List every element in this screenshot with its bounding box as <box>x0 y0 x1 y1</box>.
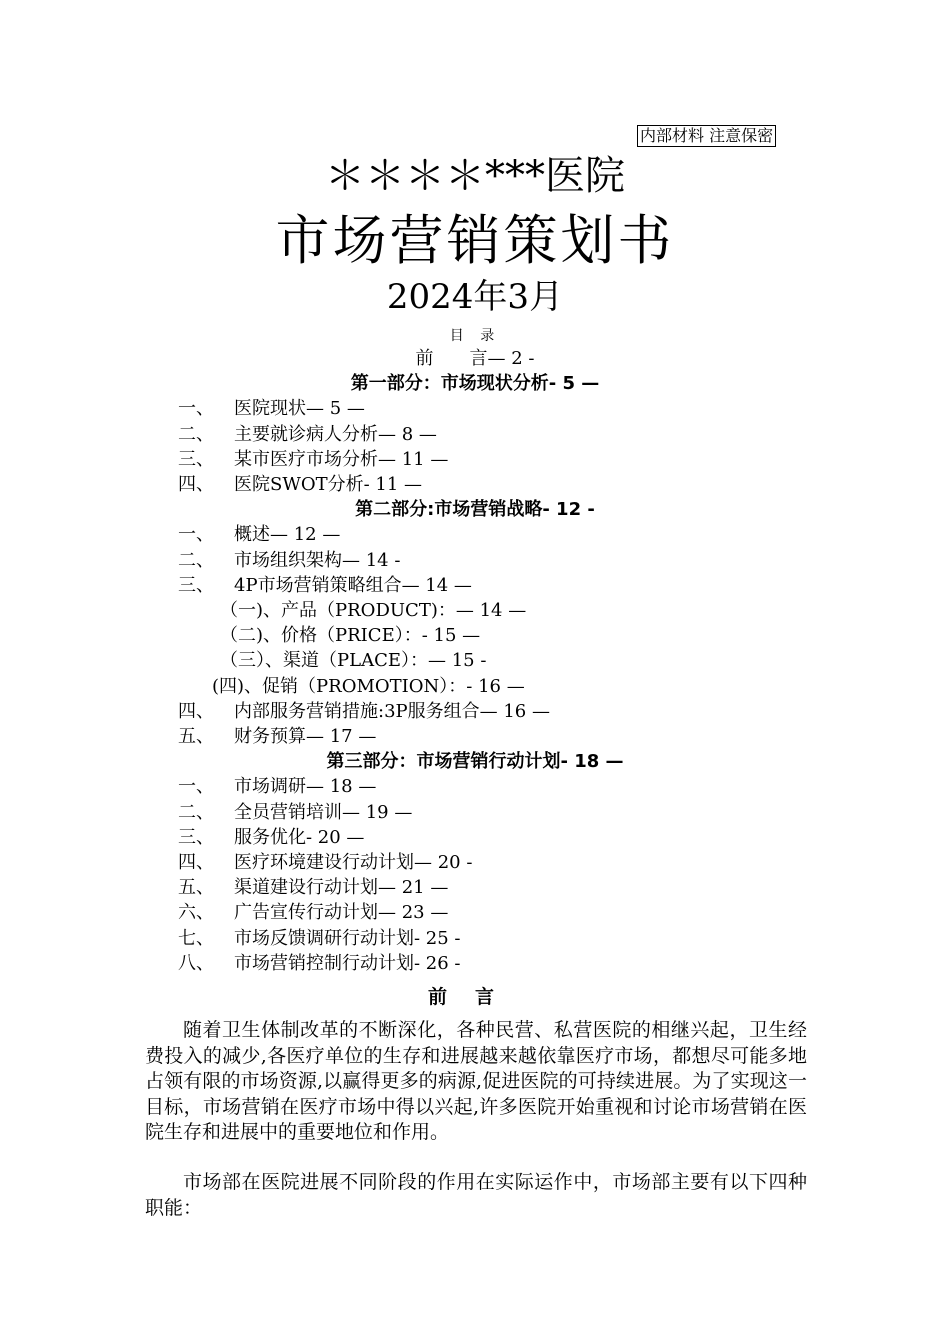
toc-entry-label: 服务优化- 20 — <box>234 826 365 848</box>
toc-entry[interactable] <box>178 472 422 497</box>
toc-entry[interactable] <box>178 573 472 598</box>
toc-entry-number: 六、 <box>178 902 214 924</box>
toc-entry-label: 市场调研— 18 — <box>234 776 377 798</box>
toc-entry-number: 一、 <box>178 398 214 420</box>
toc-subentry[interactable]: (四)、促销（PROMOTION）：- 16 — <box>212 675 525 697</box>
toc-entry-number: 八、 <box>178 952 214 974</box>
toc-entry-label: 医院SWOT分析- 11 — <box>234 474 423 495</box>
toc-entry[interactable] <box>178 548 400 573</box>
toc-entry-number: 三、 <box>178 574 214 596</box>
document-title: 市场营销策划书 <box>275 209 675 272</box>
preface-paragraph: 市场部在医院进展不同阶段的作用在实际运作中，市场部主要有以下四种职能： <box>145 1171 807 1219</box>
toc-entry[interactable] <box>178 900 448 925</box>
toc-part-entry[interactable]: 第三部分：市场营销行动计划- 18 — <box>326 751 624 773</box>
toc-entry-label: 广告宣传行动计划— 23 — <box>234 902 449 924</box>
toc-entry-label: 医院现状— 5 — <box>234 398 365 420</box>
toc-entry-number: 七、 <box>178 927 214 949</box>
toc-entry[interactable] <box>178 774 376 799</box>
toc-entry[interactable] <box>178 699 550 724</box>
toc-entry-label: 医疗环境建设行动计划— 20 - <box>234 852 473 873</box>
toc-entry-number: 二、 <box>178 423 214 445</box>
toc-entry[interactable] <box>178 724 376 749</box>
toc-entry-label: 概述— 12 — <box>234 524 341 546</box>
toc-entry[interactable] <box>178 850 472 875</box>
toc-preface-entry[interactable]: 前 言— 2 - <box>415 348 535 369</box>
toc-entry-number: 五、 <box>178 726 214 747</box>
toc-entry-label: 主要就诊病人分析— 8 — <box>234 423 437 445</box>
hospital-name: ＊＊＊＊***医院 <box>325 153 625 199</box>
toc-subentry[interactable]: （三）、渠道（PLACE）：— 15 - <box>220 650 487 672</box>
toc-entry-label: 渠道建设行动计划— 21 — <box>234 877 449 899</box>
toc-entry-number: 二、 <box>178 801 214 823</box>
toc-entry-number: 一、 <box>178 776 214 798</box>
toc-entry-label: 财务预算— 17 — <box>234 726 377 747</box>
toc-entry[interactable] <box>178 926 461 951</box>
toc-entry-label: 市场营销控制行动计划- 26 - <box>234 952 461 974</box>
toc-subentry[interactable]: （二)、价格（PRICE）：- 15 — <box>220 625 481 647</box>
toc-entry-label: 某市医疗市场分析— 11 — <box>234 448 449 470</box>
toc-entry-label: 4P市场营销策略组合— 14 — <box>234 574 472 596</box>
toc-entry[interactable] <box>178 800 412 825</box>
toc-entry-number: 三、 <box>178 448 214 470</box>
toc-entry-number: 一、 <box>178 524 214 546</box>
toc-heading: 目 录 <box>449 328 501 344</box>
preface-heading: 前言 <box>427 986 522 1008</box>
toc-entry[interactable] <box>178 951 461 976</box>
toc-entry[interactable] <box>178 396 365 421</box>
toc-entry[interactable] <box>178 522 340 547</box>
toc-entry-number: 四、 <box>178 700 214 722</box>
toc-entry-label: 内部服务营销措施:3P服务组合— 16 — <box>234 700 550 722</box>
toc-entry-number: 二、 <box>178 549 214 571</box>
toc-entry[interactable] <box>178 875 448 900</box>
confidential-stamp: 内部材料 注意保密 <box>637 125 776 147</box>
document-date: 2024年3月 <box>386 277 564 317</box>
toc-entry-label: 全员营销培训— 19 — <box>234 801 413 823</box>
toc-part-entry[interactable]: 第二部分:市场营销战略- 12 - <box>355 499 595 521</box>
toc-entry-number: 四、 <box>178 474 214 495</box>
toc-subentry[interactable]: （一)、产品（PRODUCT)：— 14 — <box>220 600 527 621</box>
toc-entry-number: 四、 <box>178 852 214 873</box>
toc-entry[interactable] <box>178 447 448 472</box>
toc-entry[interactable] <box>178 422 437 447</box>
toc-part-entry[interactable]: 第一部分：市场现状分析- 5 — <box>350 373 600 395</box>
toc-entry-number: 五、 <box>178 877 214 899</box>
toc-entry[interactable] <box>178 825 364 850</box>
toc-entry-label: 市场反馈调研行动计划- 25 - <box>234 927 461 949</box>
toc-entry-number: 三、 <box>178 826 214 848</box>
toc-entry-label: 市场组织架构— 14 - <box>234 549 401 571</box>
preface-paragraph: 随着卫生体制改革的不断深化，各种民营、私营医院的相继兴起，卫生经费投入的减少,各医疗单位的生存和进展越来越依靠医疗市场，都想尽可能多地占领有限的市场资源,以赢得更多的病源,促进医院的可持续进展。为了实现这一目标，市场营销在医疗市场中得以兴起,许多医院开始重视和讨论市场营销在医院生存和进展中的重要地位和作用。 <box>145 1019 807 1143</box>
